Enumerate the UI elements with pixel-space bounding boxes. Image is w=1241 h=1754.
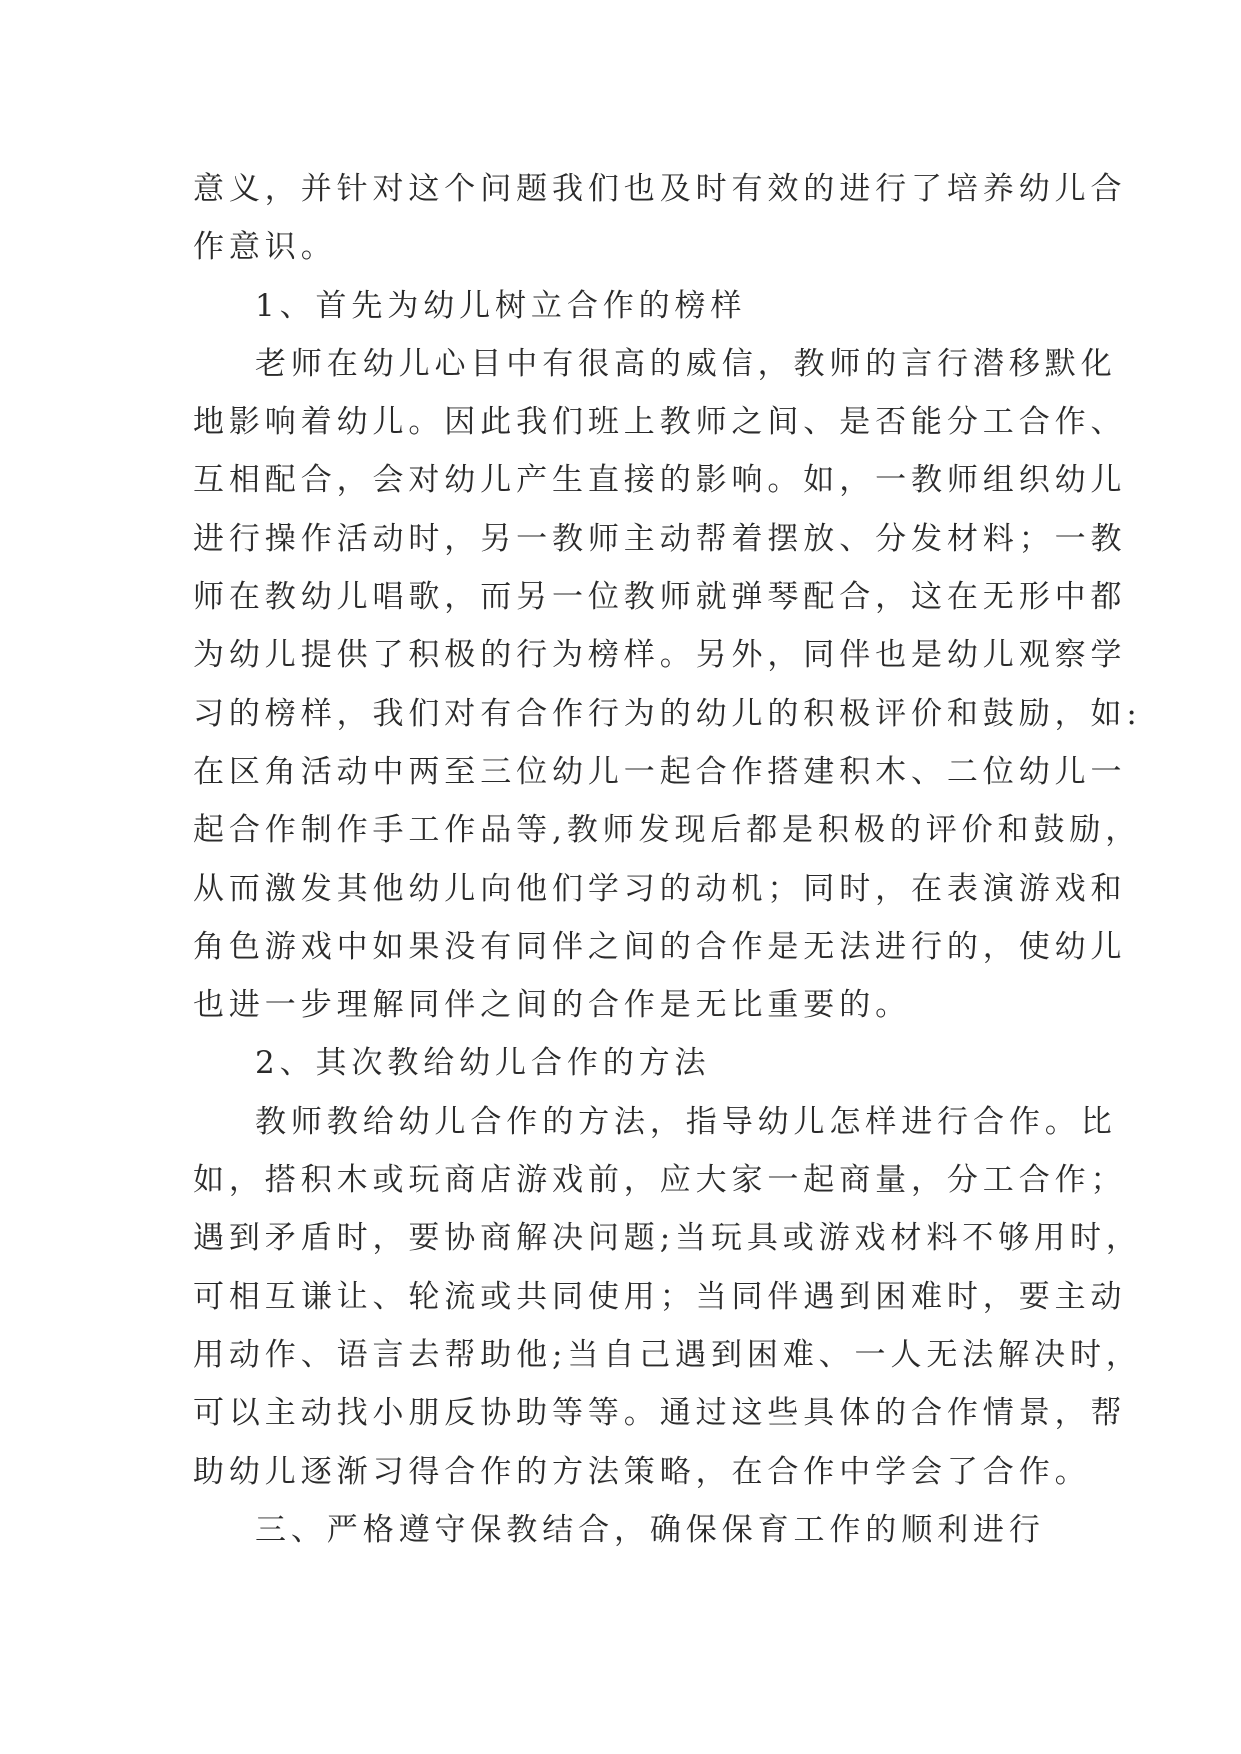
paragraph-line: 进行操作活动时，另一教师主动帮着摆放、分发材料；一教: [193, 520, 1127, 557]
paragraph-line: 起合作制作手工作品等,教师发现后都是积极的评价和鼓励，: [193, 812, 1142, 849]
paragraph-line: 互相配合，会对幼儿产生直接的影响。如，一教师组织幼儿: [193, 462, 1127, 499]
section-heading: 三、严格遵守保教结合，确保保育工作的顺利进行: [255, 1511, 1045, 1548]
section-heading: 2、其次教给幼儿合作的方法: [255, 1045, 711, 1082]
paragraph-line: 在区角活动中两至三位幼儿一起合作搭建积木、二位幼儿一: [193, 753, 1127, 790]
paragraph-line: 教师教给幼儿合作的方法，指导幼儿怎样进行合作。比: [255, 1103, 1117, 1140]
paragraph-line: 作意识。: [193, 229, 337, 266]
paragraph-line: 角色游戏中如果没有同伴之间的合作是无法进行的，使幼儿: [193, 928, 1127, 965]
paragraph-line: 可相互谦让、轮流或共同使用；当同伴遇到困难时，要主动: [193, 1278, 1127, 1315]
paragraph-line: 可以主动找小朋反协助等等。通过这些具体的合作情景，帮: [193, 1395, 1127, 1432]
paragraph-line: 师在教幼儿唱歌，而另一位教师就弹琴配合，这在无形中都: [193, 579, 1127, 616]
paragraph-line: 为幼儿提供了积极的行为榜样。另外，同伴也是幼儿观察学: [193, 637, 1127, 674]
paragraph-line: 意义，并针对这个问题我们也及时有效的进行了培养幼儿合: [193, 171, 1127, 207]
paragraph-line: 遇到矛盾时，要协商解决问题;当玩具或游戏材料不够用时，: [193, 1220, 1142, 1257]
paragraph-line: 地影响着幼儿。因此我们班上教师之间、是否能分工合作、: [193, 404, 1127, 441]
paragraph-line: 从而激发其他幼儿向他们学习的动机；同时，在表演游戏和: [193, 870, 1127, 907]
paragraph-line: 用动作、语言去帮助他;当自己遇到困难、一人无法解决时，: [193, 1336, 1142, 1373]
paragraph-line: 也进一步理解同伴之间的合作是无比重要的。: [193, 987, 911, 1024]
paragraph-line: 如，搭积木或玩商店游戏前，应大家一起商量，分工合作；: [193, 1162, 1127, 1199]
paragraph-line: 老师在幼儿心目中有很高的威信，教师的言行潜移默化: [255, 345, 1117, 382]
section-heading: 1、首先为幼儿树立合作的榜样: [255, 287, 747, 324]
paragraph-line: 助幼儿逐渐习得合作的方法策略，在合作中学会了合作。: [193, 1453, 1091, 1490]
paragraph-line: 习的榜样，我们对有合作行为的幼儿的积极评价和鼓励，如:: [193, 695, 1142, 732]
document-body: [193, 160, 1142, 1559]
